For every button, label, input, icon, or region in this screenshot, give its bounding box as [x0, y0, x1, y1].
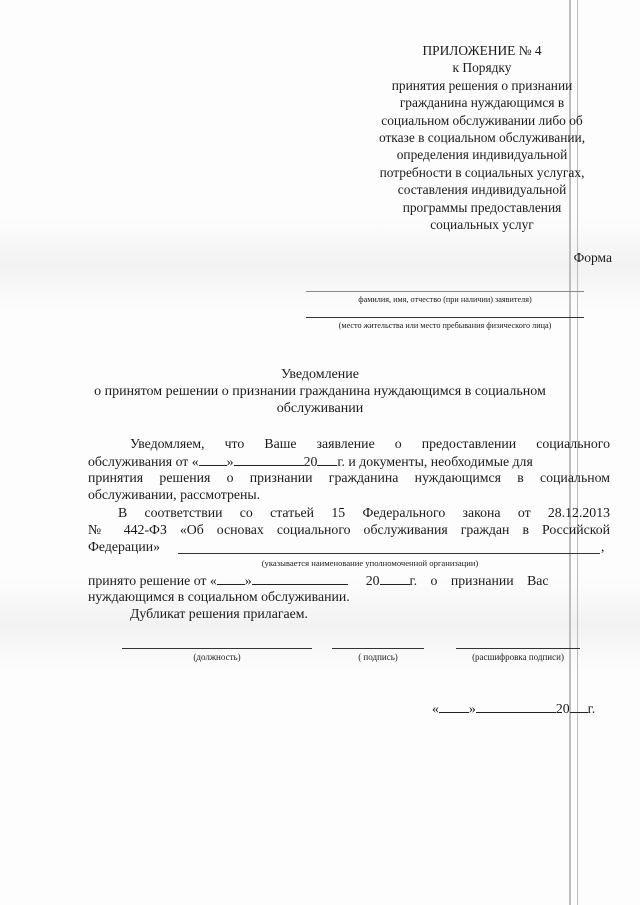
position-line	[122, 648, 312, 649]
para2-line2: № 442-ФЗ «Об основах социального обслуживания граждан в Российской	[88, 522, 610, 537]
month-blank	[234, 453, 304, 466]
day-blank	[199, 453, 227, 466]
appendix-line: социальных услуг	[430, 217, 534, 233]
para2-line1: В соответствии со статьей 15 Федерального закона от 28.12.2013	[118, 505, 610, 520]
appendix-line: гражданина нуждающимся в	[399, 95, 565, 111]
decision-line2: нуждающимся в социальном обслуживании.	[88, 589, 350, 604]
month-blank	[476, 700, 556, 713]
position-caption: (должность)	[193, 652, 241, 662]
appendix-line: отказе в социальном обслуживании,	[378, 130, 586, 146]
decoding-line	[456, 648, 580, 649]
year-blank	[570, 700, 588, 713]
appendix-line: к Порядку	[452, 60, 512, 76]
appendix-line: определения индивидуальной	[396, 147, 568, 163]
signature-caption: ( подпись)	[358, 652, 398, 662]
para2-comma: ,	[601, 539, 605, 554]
name-caption: фамилия, имя, отчество (при наличии) заявителя)	[358, 295, 532, 304]
notice-subtitle: о принятом решении о признании гражданина нуждающимся в социальном	[94, 384, 546, 399]
name-line	[306, 291, 584, 292]
para1-line1: Уведомляем, что Ваше заявление о предоставлении социального	[130, 436, 610, 451]
year-blank	[317, 453, 337, 466]
day-blank	[439, 700, 469, 713]
decoding-caption: (расшифровка подписи)	[472, 652, 564, 662]
notice-title: Уведомление	[280, 367, 359, 382]
month-blank	[252, 572, 348, 585]
decision-line: принято решение от « » 20 г. о признании Вас	[88, 573, 549, 588]
para1-line2: обслуживания от « » 20 г. и документы, необходимые для	[88, 454, 533, 469]
para2-line3: Федерации»	[88, 539, 161, 554]
year-blank	[380, 572, 410, 585]
appendix-line: потребности в социальных услугах,	[379, 164, 585, 180]
address-caption: (место жительства или место пребывания физического лица)	[338, 321, 552, 330]
duplicate-line: Дубликат решения прилагаем.	[130, 606, 308, 621]
signature-line	[332, 648, 424, 649]
form-label: Форма	[573, 250, 612, 265]
notice-subtitle: обслуживании	[276, 401, 364, 416]
appendix-block	[360, 42, 604, 233]
org-caption: (указывается наименование уполномоченной организации)	[261, 558, 479, 568]
appendix-line: программы предоставления	[402, 199, 562, 215]
appendix-line: составления индивидуальной	[397, 182, 567, 198]
org-line	[178, 553, 600, 554]
appendix-line: принятия решения о признании	[391, 77, 573, 93]
address-line	[306, 317, 584, 318]
date-line: « » 20 г.	[432, 701, 596, 716]
appendix-title: ПРИЛОЖЕНИЕ № 4	[422, 43, 542, 58]
day-blank	[217, 572, 245, 585]
para1-rest: принятия решения о признании гражданина нуждающимся в социальном обслуживании, рассмотрены.	[88, 470, 610, 502]
appendix-line: социальном обслуживании либо об	[381, 112, 583, 128]
